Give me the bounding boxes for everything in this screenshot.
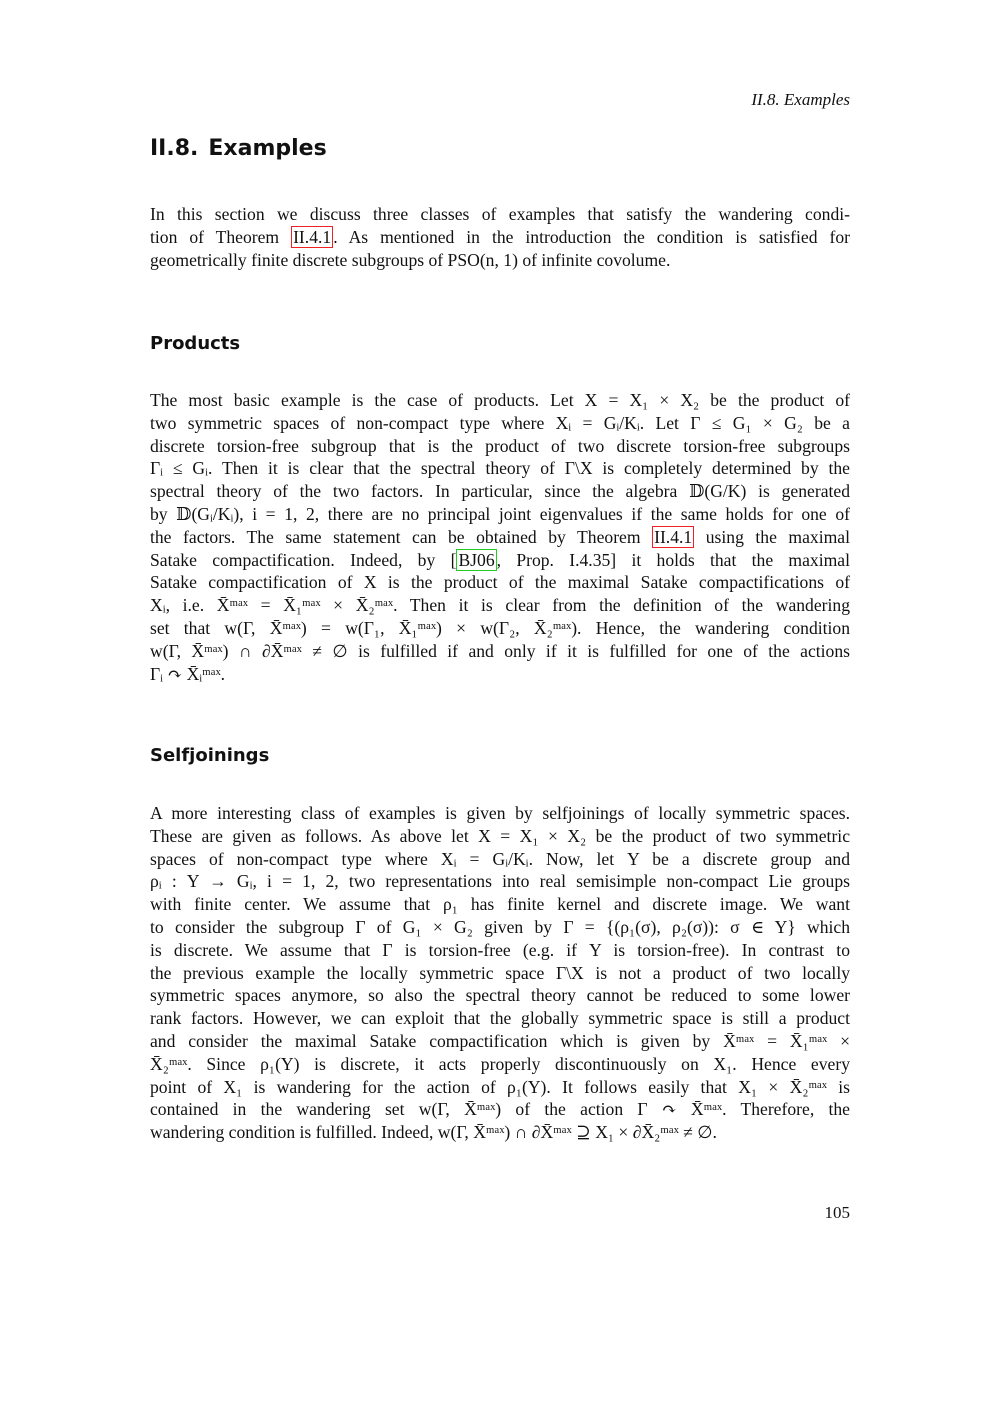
products-line-12: w(Γ, X̄ᵐᵃˣ) ∩ ∂X̄ᵐᵃˣ ≠ ∅ is fulfilled if and only if it is fulfilled for one of the actions (150, 640, 850, 661)
section-number: II.8. (150, 136, 199, 161)
section-title-text: Examples (208, 136, 327, 161)
products-line-11: set that w(Γ, X̄ᵐᵃˣ) = w(Γ₁, X̄₁ᵐᵃˣ) × w(Γ₂, X̄₂ᵐᵃˣ). Hence, the wandering condition (150, 617, 850, 638)
products-line-3: discrete torsion-free subgroup that is the product of two discrete torsion-free subgroups (150, 435, 850, 456)
selfjoinings-heading: Selfjoinings (150, 745, 270, 766)
selfjoinings-line-9: symmetric spaces anymore, so also the spectral theory cannot be reduced to some lower (150, 985, 850, 1006)
intro-line-1: In this section we discuss three classes of examples that satisfy the wandering condi- (150, 204, 850, 224)
theorem-ref-link[interactable]: II.4.1 (654, 526, 693, 547)
products-line-1: The most basic example is the case of products. Let X = X₁ × X₂ be the product of (150, 390, 850, 410)
products-paragraph (150, 389, 850, 685)
products-line-6: by 𝔻(Gᵢ/Kᵢ), i = 1, 2, there are no principal joint eigenvalues if the same holds for one of (150, 503, 850, 524)
selfjoinings-line-2: These are given as follows. As above let X = X₁ × X₂ be the product of two symmetric (150, 825, 850, 846)
selfjoinings-line-8: the previous example the locally symmetric space Γ\X is not a product of two locally (150, 962, 850, 983)
citation-link[interactable]: BJ06 (458, 549, 495, 570)
products-line-8: Satake compactification. Indeed, by [ BJ06 , Prop. I.4.35] it holds that the maximal (150, 549, 850, 570)
running-header: II.8. Examples (751, 90, 850, 109)
products-line-7: the factors. The same statement can be obtained by Theorem II.4.1 using the maximal (150, 526, 850, 547)
selfjoinings-line-5: with finite center. We assume that ρ₁ has finite kernel and discrete image. We want (150, 894, 850, 915)
intro-paragraph (150, 203, 850, 271)
selfjoinings-line-6: to consider the subgroup Γ of G₁ × G₂ given by Γ = {(ρ₁(σ), ρ₂(σ)): σ ∈ Υ} which (150, 916, 850, 937)
products-heading: Products (150, 333, 241, 354)
selfjoinings-line-13: point of X₁ is wandering for the action of ρ₁(Υ). It follows easily that X₁ × X̄₂ᵐᵃˣ is (150, 1076, 850, 1097)
selfjoinings-line-14: contained in the wandering set w(Γ, X̄ᵐᵃˣ) of the action Γ ↷ X̄ᵐᵃˣ. Therefore, the (150, 1099, 850, 1120)
products-line-5: spectral theory of the two factors. In particular, since the algebra 𝔻(G/K) is generated (150, 481, 850, 502)
selfjoinings-line-3: spaces of non-compact type where Xᵢ = Gᵢ/Kᵢ. Now, let Υ be a discrete group and (150, 848, 850, 869)
selfjoinings-paragraph (150, 802, 850, 1144)
selfjoinings-line-11: and consider the maximal Satake compactification which is given by X̄ᵐᵃˣ = X̄₁ᵐᵃˣ × (150, 1030, 850, 1051)
selfjoinings-line-15: wandering condition is fulfilled. Indeed, w(Γ, X̄ᵐᵃˣ) ∩ ∂X̄ᵐᵃˣ ⊇ X₁ × ∂X̄₂ᵐᵃˣ ≠ ∅. (150, 1122, 717, 1143)
theorem-ref-link[interactable]: II.4.1 (293, 226, 332, 247)
products-line-2: two symmetric spaces of non-compact type where Xᵢ = Gᵢ/Kᵢ. Let Γ ≤ G₁ × G₂ be a (150, 412, 850, 433)
products-line-9: Satake compactification of X is the product of the maximal Satake compactifications of (150, 572, 850, 593)
intro-line-3: geometrically finite discrete subgroups of PSO(n, 1) of infinite covolume. (150, 249, 671, 270)
products-line-4: Γᵢ ≤ Gᵢ. Then it is clear that the spectral theory of Γ\X is completely determined by the (150, 458, 850, 479)
selfjoinings-line-7: is discrete. We assume that Γ is torsion-free (e.g. if Υ is torsion-free). In contrast to (150, 939, 850, 960)
intro-line-2: tion of Theorem II.4.1 . As mentioned in the introduction the condition is satisfied for (150, 226, 850, 247)
section-title (150, 136, 327, 161)
products-line-13: Γᵢ ↷ X̄ᵢᵐᵃˣ. (150, 663, 226, 684)
selfjoinings-line-12: X̄₂ᵐᵃˣ. Since ρ₁(Υ) is discrete, it acts properly discontinuously on X₁. Hence every (150, 1053, 850, 1074)
selfjoinings-line-4: ρᵢ : Υ → Gᵢ, i = 1, 2, two representations into real semisimple non-compact Lie groups (150, 871, 850, 892)
page-number: 105 (824, 1203, 850, 1222)
selfjoinings-line-10: rank factors. However, we can exploit that the globally symmetric space is still a product (150, 1008, 850, 1029)
products-line-10: Xᵢ, i.e. X̄ᵐᵃˣ = X̄₁ᵐᵃˣ × X̄₂ᵐᵃˣ. Then it is clear from the definition of the wandering (150, 595, 850, 616)
selfjoinings-line-1: A more interesting class of examples is given by selfjoinings of locally symmetric spaces. (150, 803, 850, 823)
